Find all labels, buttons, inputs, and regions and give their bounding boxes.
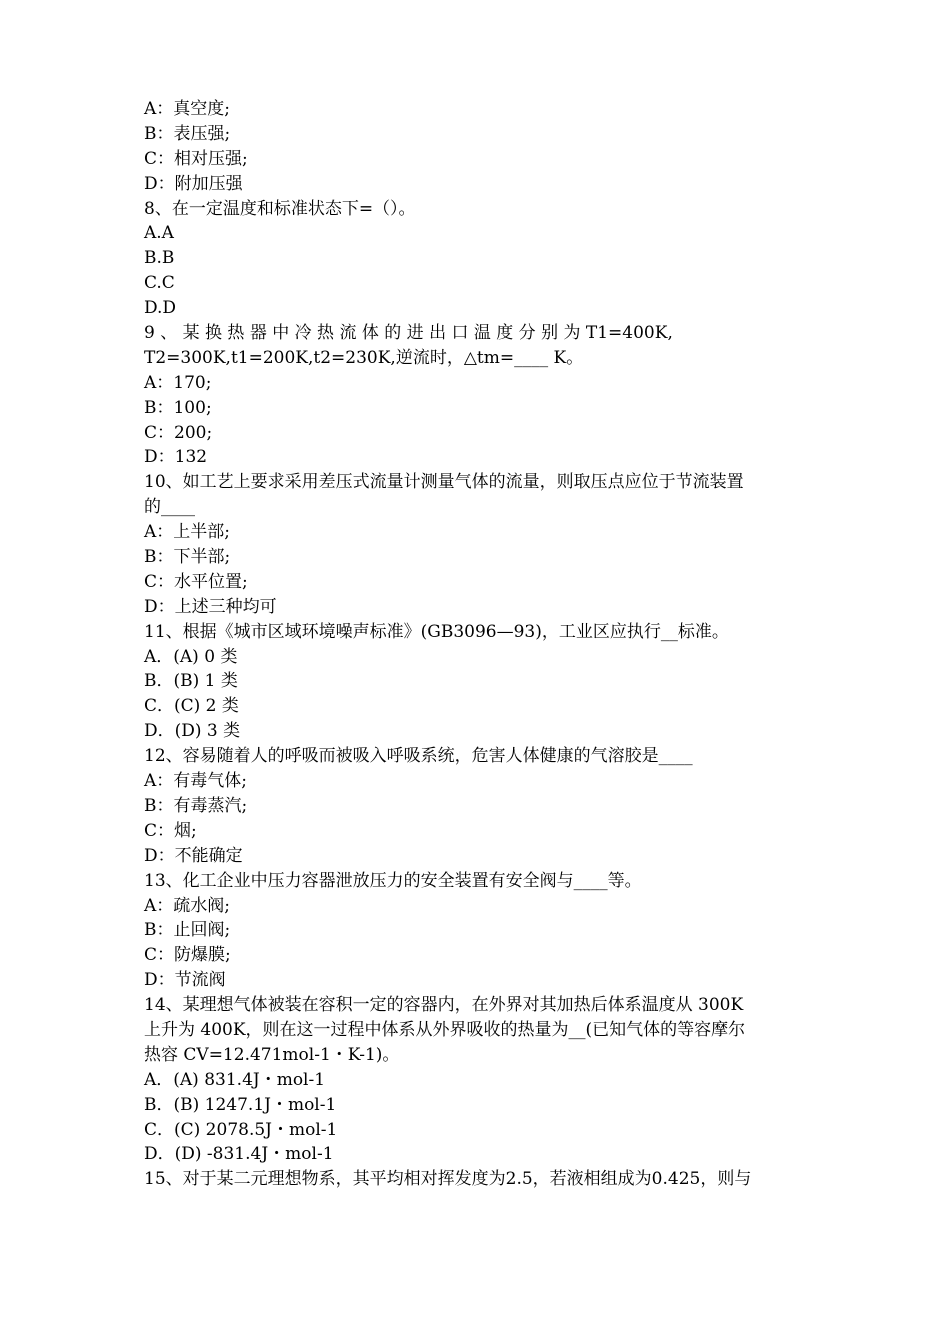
question-12: 12、容易随着人的呼吸而被吸入呼吸系统，危害人体健康的气溶胶是____ [144, 746, 693, 767]
option-line: B：100; [144, 397, 212, 418]
question-11: 11、根据《城市区域环境噪声标准》(GB3096—93)，工业区应执行__标准。 [144, 621, 729, 642]
option-line: A．(A) 0 类 [144, 646, 238, 667]
option-line: D：不能确定 [144, 845, 243, 866]
option-line: A：有毒气体; [144, 771, 248, 792]
option-line: C：防爆膜; [144, 945, 231, 966]
question-10: 10、如工艺上要求采用差压式流量计测量气体的流量，则取压点应位于节流装置 [144, 472, 744, 493]
question-14-continued: 热容 CV=12.471mol-1・K-1)。 [144, 1044, 400, 1065]
question-14: 14、某理想气体被装在容积一定的容器内，在外界对其加热后体系温度从 300K [144, 995, 744, 1016]
option-line: A：170; [144, 372, 212, 393]
option-line: D.D [144, 298, 177, 319]
option-line: D：附加压强 [144, 173, 243, 194]
option-line: D．(D) 3 类 [144, 721, 241, 742]
option-line: A．(A) 831.4J・mol-1 [144, 1069, 326, 1090]
option-line: B：下半部; [144, 547, 231, 568]
question-13: 13、化工企业中压力容器泄放压力的安全装置有安全阀与____等。 [144, 870, 642, 891]
option-line: D．(D) -831.4J・mol-1 [144, 1144, 334, 1165]
option-line: D：上述三种均可 [144, 596, 277, 617]
option-line: A.A [144, 223, 174, 244]
question-9: 9 、 某 换 热 器 中 冷 热 流 体 的 进 出 口 温 度 分 别 为 T1=400K, [144, 323, 673, 344]
option-line: C：烟; [144, 820, 197, 841]
option-line: B．(B) 1 类 [144, 671, 238, 692]
question-10-continued: 的____ [144, 497, 195, 518]
question-9-continued: T2=300K,t1=200K,t2=230K,逆流时，△tm=____ K。 [144, 347, 584, 368]
option-line: C：相对压强; [144, 148, 248, 169]
option-line: C：200; [144, 422, 213, 443]
option-line: B．(B) 1247.1J・mol-1 [144, 1094, 337, 1115]
question-15: 15、对于某二元理想物系，其平均相对挥发度为2.5，若液相组成为0.425，则与 [144, 1169, 752, 1190]
option-line: A：上半部; [144, 522, 231, 543]
option-line: B：表压强; [144, 123, 231, 144]
option-line: D：节流阀 [144, 970, 226, 991]
option-line: C.C [144, 273, 175, 294]
option-line: A：真空度; [144, 99, 231, 119]
question-8: 8、在一定温度和标准状态下=（）。 [144, 198, 416, 219]
option-line: C．(C) 2078.5J・mol-1 [144, 1119, 338, 1140]
question-14-continued: 上升为 400K，则在这一过程中体系从外界吸收的热量为__(已知气体的等容摩尔 [144, 1019, 746, 1040]
option-line: A：疏水阀; [144, 895, 231, 916]
option-line: B：有毒蒸汽; [144, 795, 248, 816]
option-line: B.B [144, 248, 175, 269]
option-line: B：止回阀; [144, 920, 231, 941]
option-line: C．(C) 2 类 [144, 696, 239, 717]
option-line: C：水平位置; [144, 571, 248, 592]
document-body [144, 97, 806, 1192]
option-line: D：132 [144, 447, 208, 468]
